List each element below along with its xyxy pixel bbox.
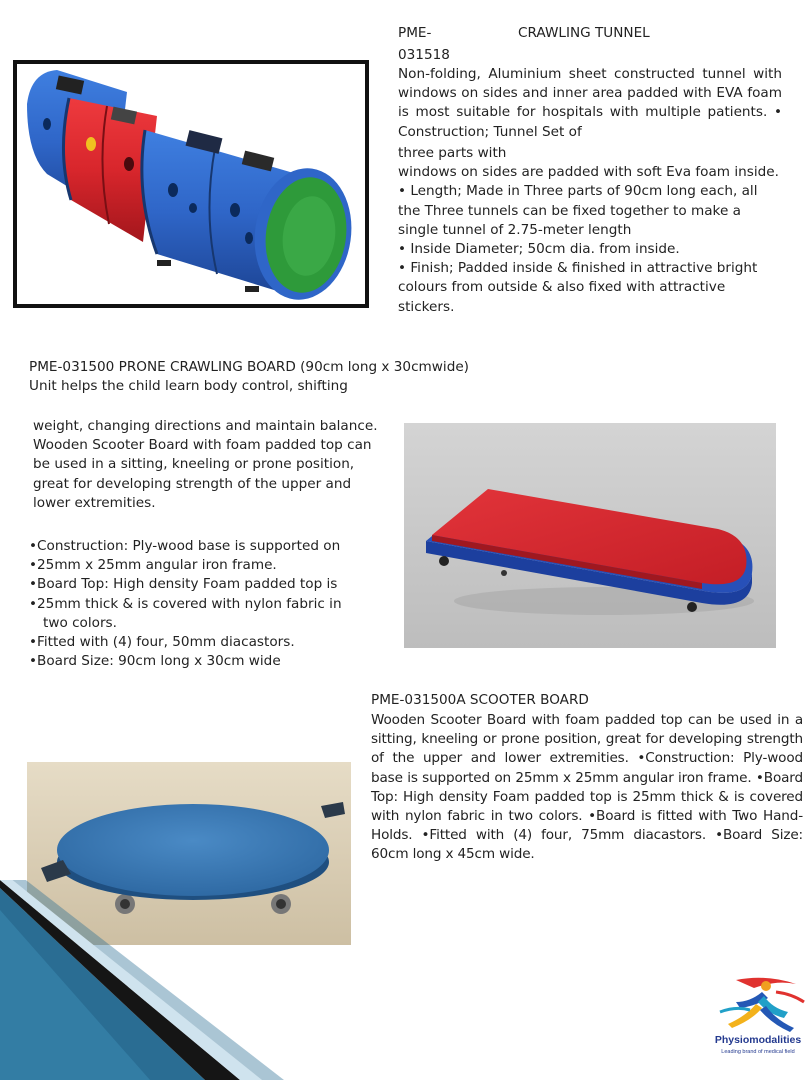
scooter-board-image bbox=[27, 762, 351, 945]
scooter-board-heading: PME-031500A SCOOTER BOARD bbox=[371, 692, 589, 708]
prone-board-specs: •Construction: Ply-wood base is supported on •25mm x 25mm angular iron frame. •Board Top: High density Foam padded top is •25mm thick & is covered with nylon fabric in two colors. •Fitted with (4) four, 50mm diacastors. •Board Size: 90cm long x 30cm wide bbox=[29, 538, 342, 670]
logo-name: Physiomodalities bbox=[714, 1034, 802, 1046]
tunnel-code: PME- bbox=[398, 25, 432, 41]
runner-logo-icon bbox=[706, 972, 810, 1034]
prone-board-description: weight, changing directions and maintain balance. Wooden Scooter Board with foam padded top can be used in a sitting, kneeling or prone position, great for developing strength of the upper and lower extremities. bbox=[33, 418, 378, 511]
prone-crawling-board-image bbox=[404, 423, 776, 648]
prone-board-heading: PME-031500 PRONE CRAWLING BOARD (90cm long x 30cmwide) Unit helps the child learn body control, shifting bbox=[29, 359, 469, 395]
logo-tagline: Leading brand of medical field bbox=[721, 1049, 795, 1055]
tunnel-description: Non-folding, Aluminium sheet constructed tunnel with windows on sides and inner area padded with EVA foam is most suitable for hospitals with multiple patients. • Construction; Tunnel Set of bbox=[398, 66, 782, 140]
scooter-board-description: Wooden Scooter Board with foam padded top can be used in a sitting, kneeling or prone position, great for developing strength of the upper and lower extremities. •Construction: Ply-wood base is supported on 25mm x 25mm angular iron frame. •Board Top: High density Foam padded top is 25mm thick & is covered with nylon fabric in two colors. •Board is fitted with Two Hand-Holds. •Fitted with (4) four, 75mm diacastors. •Board Size: 60cm long x 45cm wide. bbox=[371, 712, 803, 863]
physiomodalities-logo bbox=[706, 972, 810, 1072]
crawling-tunnel-image bbox=[13, 60, 369, 308]
tunnel-title: CRAWLING TUNNEL bbox=[518, 25, 650, 41]
tunnel-code-suffix: 031518 bbox=[398, 47, 450, 63]
tunnel-details: three parts with windows on sides are padded with soft Eva foam inside. • Length; Made in Three parts of 90cm long each, all the Three tunnels can be fixed together to make a single tunnel of 2.75-meter length • Inside Diameter; 50cm dia. from inside. • Finish; Padded inside & finished in attractive bright colours from outside & also fixed with attractive stickers. bbox=[398, 145, 779, 315]
